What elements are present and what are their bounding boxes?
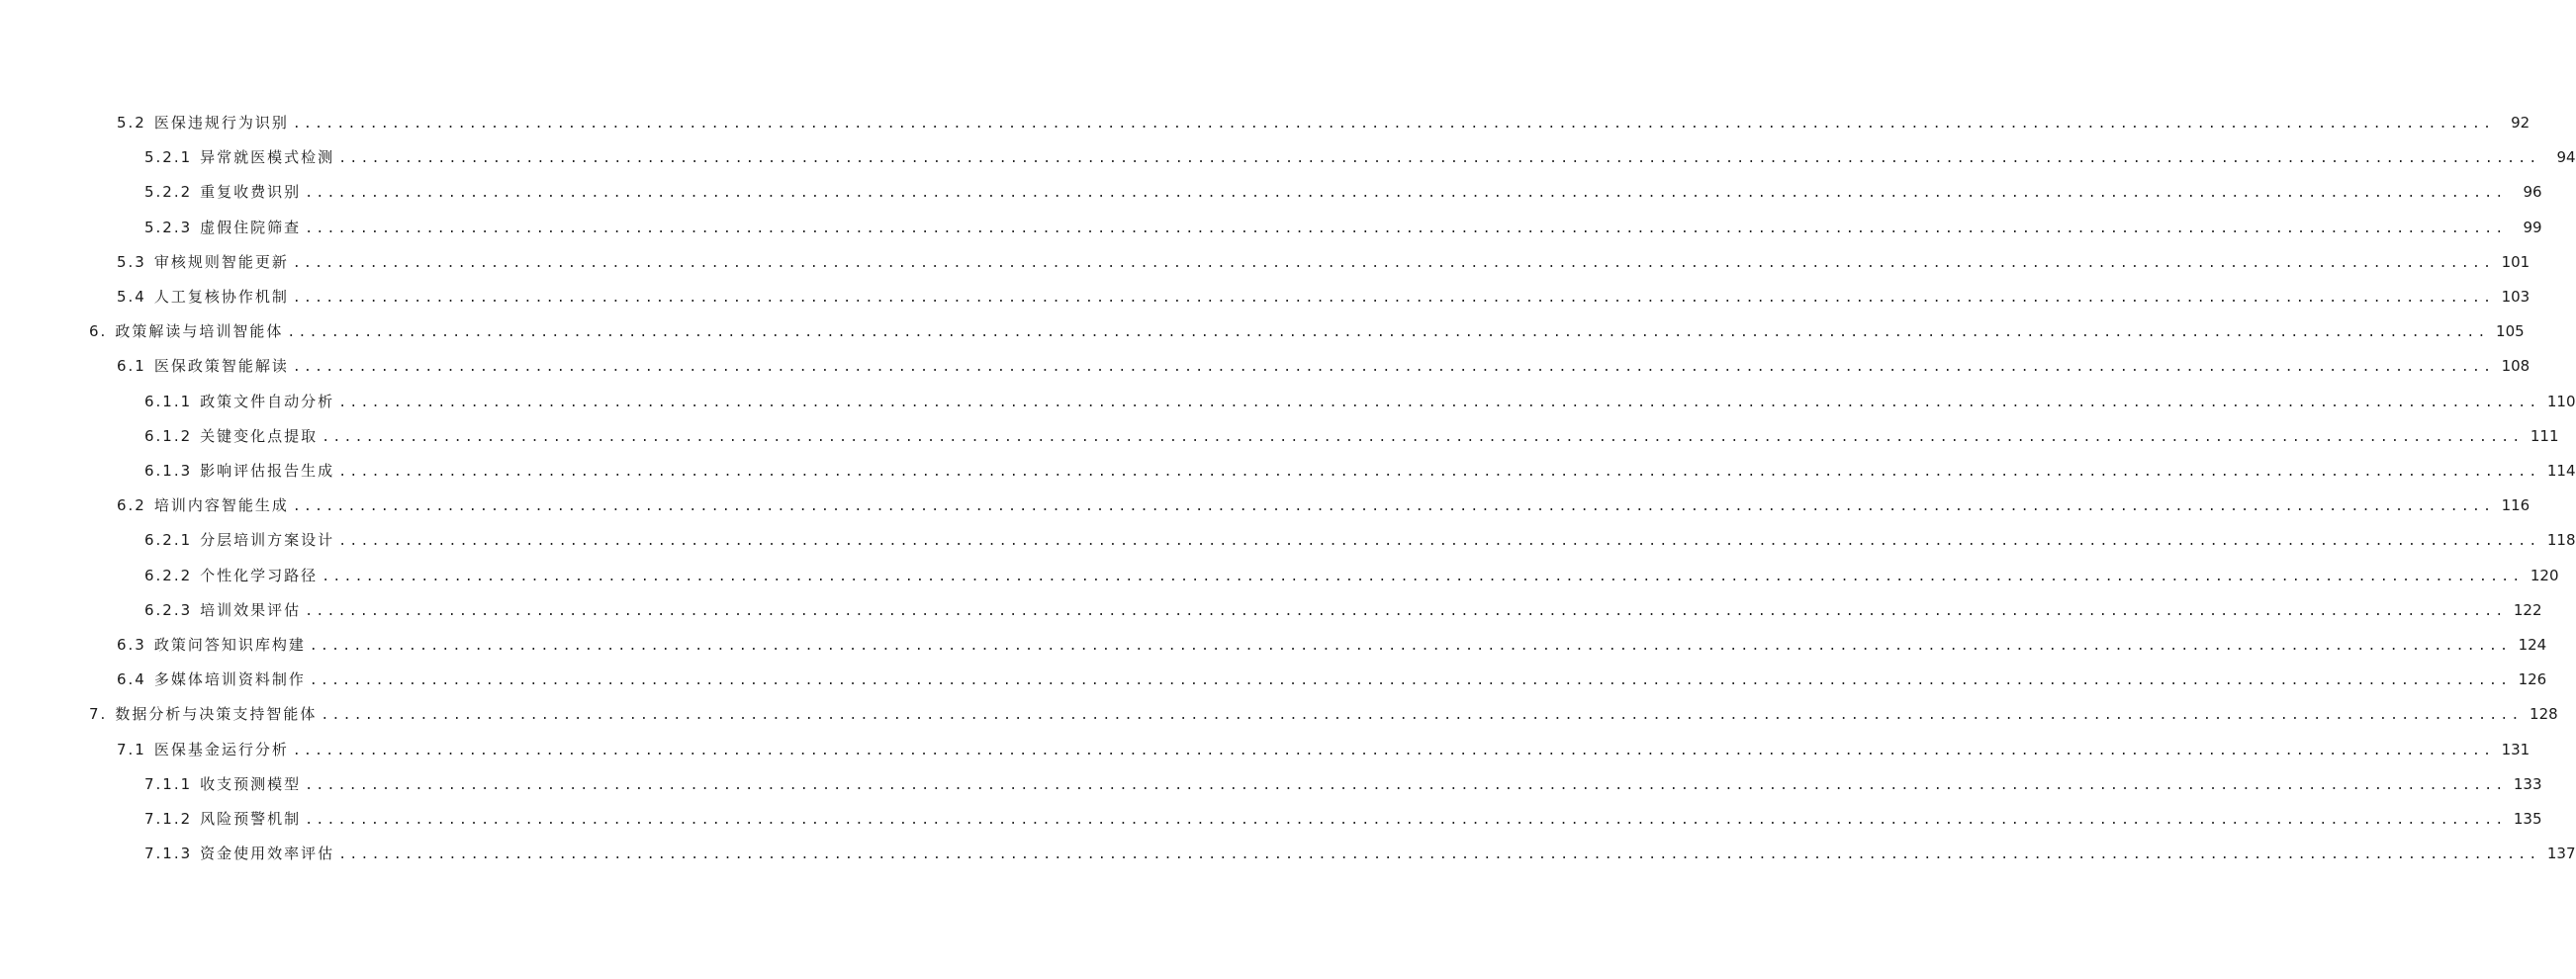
toc-dot-leader: ........................................................................................................................................................................................................: [309, 639, 2512, 654]
toc-dot-leader: ........................................................................................................................................................................................................: [338, 465, 2540, 480]
toc-entry-title: 医保违规行为识别: [153, 114, 289, 132]
toc-dot-leader: ........................................................................................................................................................................................................: [305, 186, 2507, 202]
toc-dot-leader: ........................................................................................................................................................................................................: [292, 255, 2495, 271]
toc-entry-page-number: 114: [2546, 462, 2576, 480]
toc-entry-number: 5.2: [117, 114, 146, 132]
toc-entry[interactable]: [144, 809, 2542, 831]
toc-entry-page-number: 133: [2513, 774, 2542, 793]
toc-entry-page-number: 96: [2523, 183, 2542, 202]
toc-entry-title: 医保政策智能解读: [153, 357, 289, 376]
toc-entry-title: 个性化学习路径: [200, 566, 319, 584]
toc-entry-page-number: 118: [2546, 531, 2576, 550]
toc-entry-title: 政策问答知识库构建: [153, 636, 306, 654]
toc-entry-number: 7.: [89, 705, 108, 724]
toc-entry-page-number: 108: [2501, 357, 2530, 376]
toc-entry-page-number: 135: [2513, 810, 2542, 828]
toc-entry[interactable]: [117, 287, 2530, 309]
toc-entry-title: 审核规则智能更新: [153, 252, 289, 271]
toc-entry[interactable]: [117, 635, 2547, 657]
toc-dot-leader: ........................................................................................................................................................................................................: [338, 395, 2540, 410]
toc-entry-number: 6.2: [117, 496, 146, 515]
toc-dot-leader: ........................................................................................................................................................................................................: [305, 221, 2507, 236]
toc-dot-leader: ........................................................................................................................................................................................................: [322, 429, 2524, 445]
toc-entry-number: 5.2.2: [144, 183, 193, 202]
toc-dot-leader: ........................................................................................................................................................................................................: [338, 847, 2540, 863]
toc-entry-number: 6.1.1: [144, 392, 193, 410]
toc-entry[interactable]: [144, 147, 2576, 169]
toc-entry-page-number: 128: [2530, 705, 2558, 724]
toc-entry[interactable]: [144, 530, 2576, 552]
toc-entry-title: 关键变化点提取: [200, 426, 319, 445]
toc-entry-page-number: 120: [2530, 566, 2559, 584]
toc-dot-leader: ........................................................................................................................................................................................................: [305, 603, 2507, 619]
toc-entry-title: 收支预测模型: [200, 774, 302, 793]
toc-dot-leader: ........................................................................................................................................................................................................: [309, 673, 2512, 689]
toc-entry[interactable]: [117, 113, 2530, 134]
toc-entry-page-number: 131: [2501, 740, 2530, 758]
toc-entry-page-number: 105: [2496, 322, 2525, 341]
toc-entry[interactable]: [144, 426, 2559, 448]
toc-entry-page-number: 122: [2513, 600, 2542, 619]
toc-entry[interactable]: [89, 704, 2558, 726]
toc-entry-number: 6.: [89, 322, 108, 341]
toc-entry[interactable]: [144, 774, 2542, 796]
toc-entry[interactable]: [144, 218, 2542, 239]
toc-entry-title: 多媒体培训资料制作: [153, 670, 306, 689]
toc-entry-number: 6.1: [117, 357, 146, 376]
toc-entry-title: 政策解读与培训智能体: [115, 322, 284, 341]
toc-dot-leader: ........................................................................................................................................................................................................: [338, 151, 2540, 167]
toc-entry-page-number: 126: [2518, 670, 2547, 689]
toc-entry[interactable]: [117, 356, 2530, 378]
toc-dot-leader: ........................................................................................................................................................................................................: [287, 325, 2489, 341]
toc-entry-title: 虚假住院筛查: [200, 218, 302, 236]
toc-entry-title: 分层培训方案设计: [200, 531, 335, 550]
toc-entry-number: 5.2.3: [144, 218, 193, 236]
toc-entry-page-number: 101: [2501, 252, 2530, 271]
toc-entry-number: 5.3: [117, 252, 146, 271]
toc-entry-page-number: 99: [2523, 218, 2542, 236]
toc-entry[interactable]: [117, 252, 2530, 274]
toc-entry-number: 7.1.1: [144, 774, 193, 793]
toc-dot-leader: ........................................................................................................................................................................................................: [338, 534, 2540, 550]
toc-entry[interactable]: [144, 182, 2542, 204]
toc-entry-page-number: 94: [2556, 148, 2576, 167]
toc-dot-leader: ........................................................................................................................................................................................................: [292, 360, 2495, 376]
toc-entry-page-number: 103: [2501, 288, 2530, 306]
toc-entry-number: 6.1.2: [144, 426, 193, 445]
toc-dot-leader: ........................................................................................................................................................................................................: [292, 117, 2495, 132]
toc-entry-title: 影响评估报告生成: [200, 462, 335, 480]
toc-entry-page-number: 110: [2546, 392, 2576, 410]
toc-entry-number: 7.1.2: [144, 810, 193, 828]
toc-dot-leader: ........................................................................................................................................................................................................: [322, 569, 2524, 584]
toc-entry-number: 6.2.3: [144, 600, 193, 619]
toc-entry-number: 5.4: [117, 288, 146, 306]
toc-dot-leader: ........................................................................................................................................................................................................: [321, 708, 2523, 724]
toc-entry-title: 政策文件自动分析: [200, 392, 335, 410]
toc-entry[interactable]: [144, 566, 2559, 587]
toc-entry[interactable]: [144, 844, 2576, 865]
toc-entry-title: 资金使用效率评估: [200, 845, 335, 863]
toc-entry-page-number: 137: [2546, 845, 2576, 863]
toc-dot-leader: ........................................................................................................................................................................................................: [292, 291, 2495, 306]
toc-entry-number: 6.2.1: [144, 531, 193, 550]
toc-entry-title: 异常就医模式检测: [200, 148, 335, 167]
toc-entry-number: 7.1.3: [144, 845, 193, 863]
toc-dot-leader: ........................................................................................................................................................................................................: [305, 813, 2507, 828]
toc-dot-leader: ........................................................................................................................................................................................................: [292, 743, 2495, 758]
toc-entry-number: 6.4: [117, 670, 146, 689]
toc-entry-page-number: 92: [2511, 114, 2530, 132]
toc-entry-number: 5.2.1: [144, 148, 193, 167]
toc-entry-number: 6.3: [117, 636, 146, 654]
toc-entry-title: 重复收费识别: [200, 183, 302, 202]
toc-entry-title: 培训效果评估: [200, 600, 302, 619]
toc-entry-number: 7.1: [117, 740, 146, 758]
toc-entry[interactable]: [117, 669, 2547, 691]
toc-entry-title: 医保基金运行分析: [153, 740, 289, 758]
toc-entry[interactable]: [89, 321, 2525, 343]
toc-entry-title: 风险预警机制: [200, 810, 302, 828]
toc-dot-leader: ........................................................................................................................................................................................................: [292, 499, 2495, 515]
toc-entry-number: 6.1.3: [144, 462, 193, 480]
toc-entry[interactable]: [144, 392, 2576, 413]
toc-entry[interactable]: [117, 740, 2530, 761]
toc-entry[interactable]: [117, 495, 2530, 517]
toc-dot-leader: ........................................................................................................................................................................................................: [305, 777, 2507, 793]
toc-entry-number: 6.2.2: [144, 566, 193, 584]
toc-entry-title: 培训内容智能生成: [153, 496, 289, 515]
toc-entry-page-number: 124: [2518, 636, 2547, 654]
toc-entry-page-number: 116: [2501, 496, 2530, 515]
toc-entry[interactable]: [144, 461, 2576, 483]
toc-entry-page-number: 111: [2530, 426, 2559, 445]
toc-entry-title: 数据分析与决策支持智能体: [115, 705, 318, 724]
toc-entry-title: 人工复核协作机制: [153, 288, 289, 306]
toc-entry[interactable]: [144, 600, 2542, 622]
